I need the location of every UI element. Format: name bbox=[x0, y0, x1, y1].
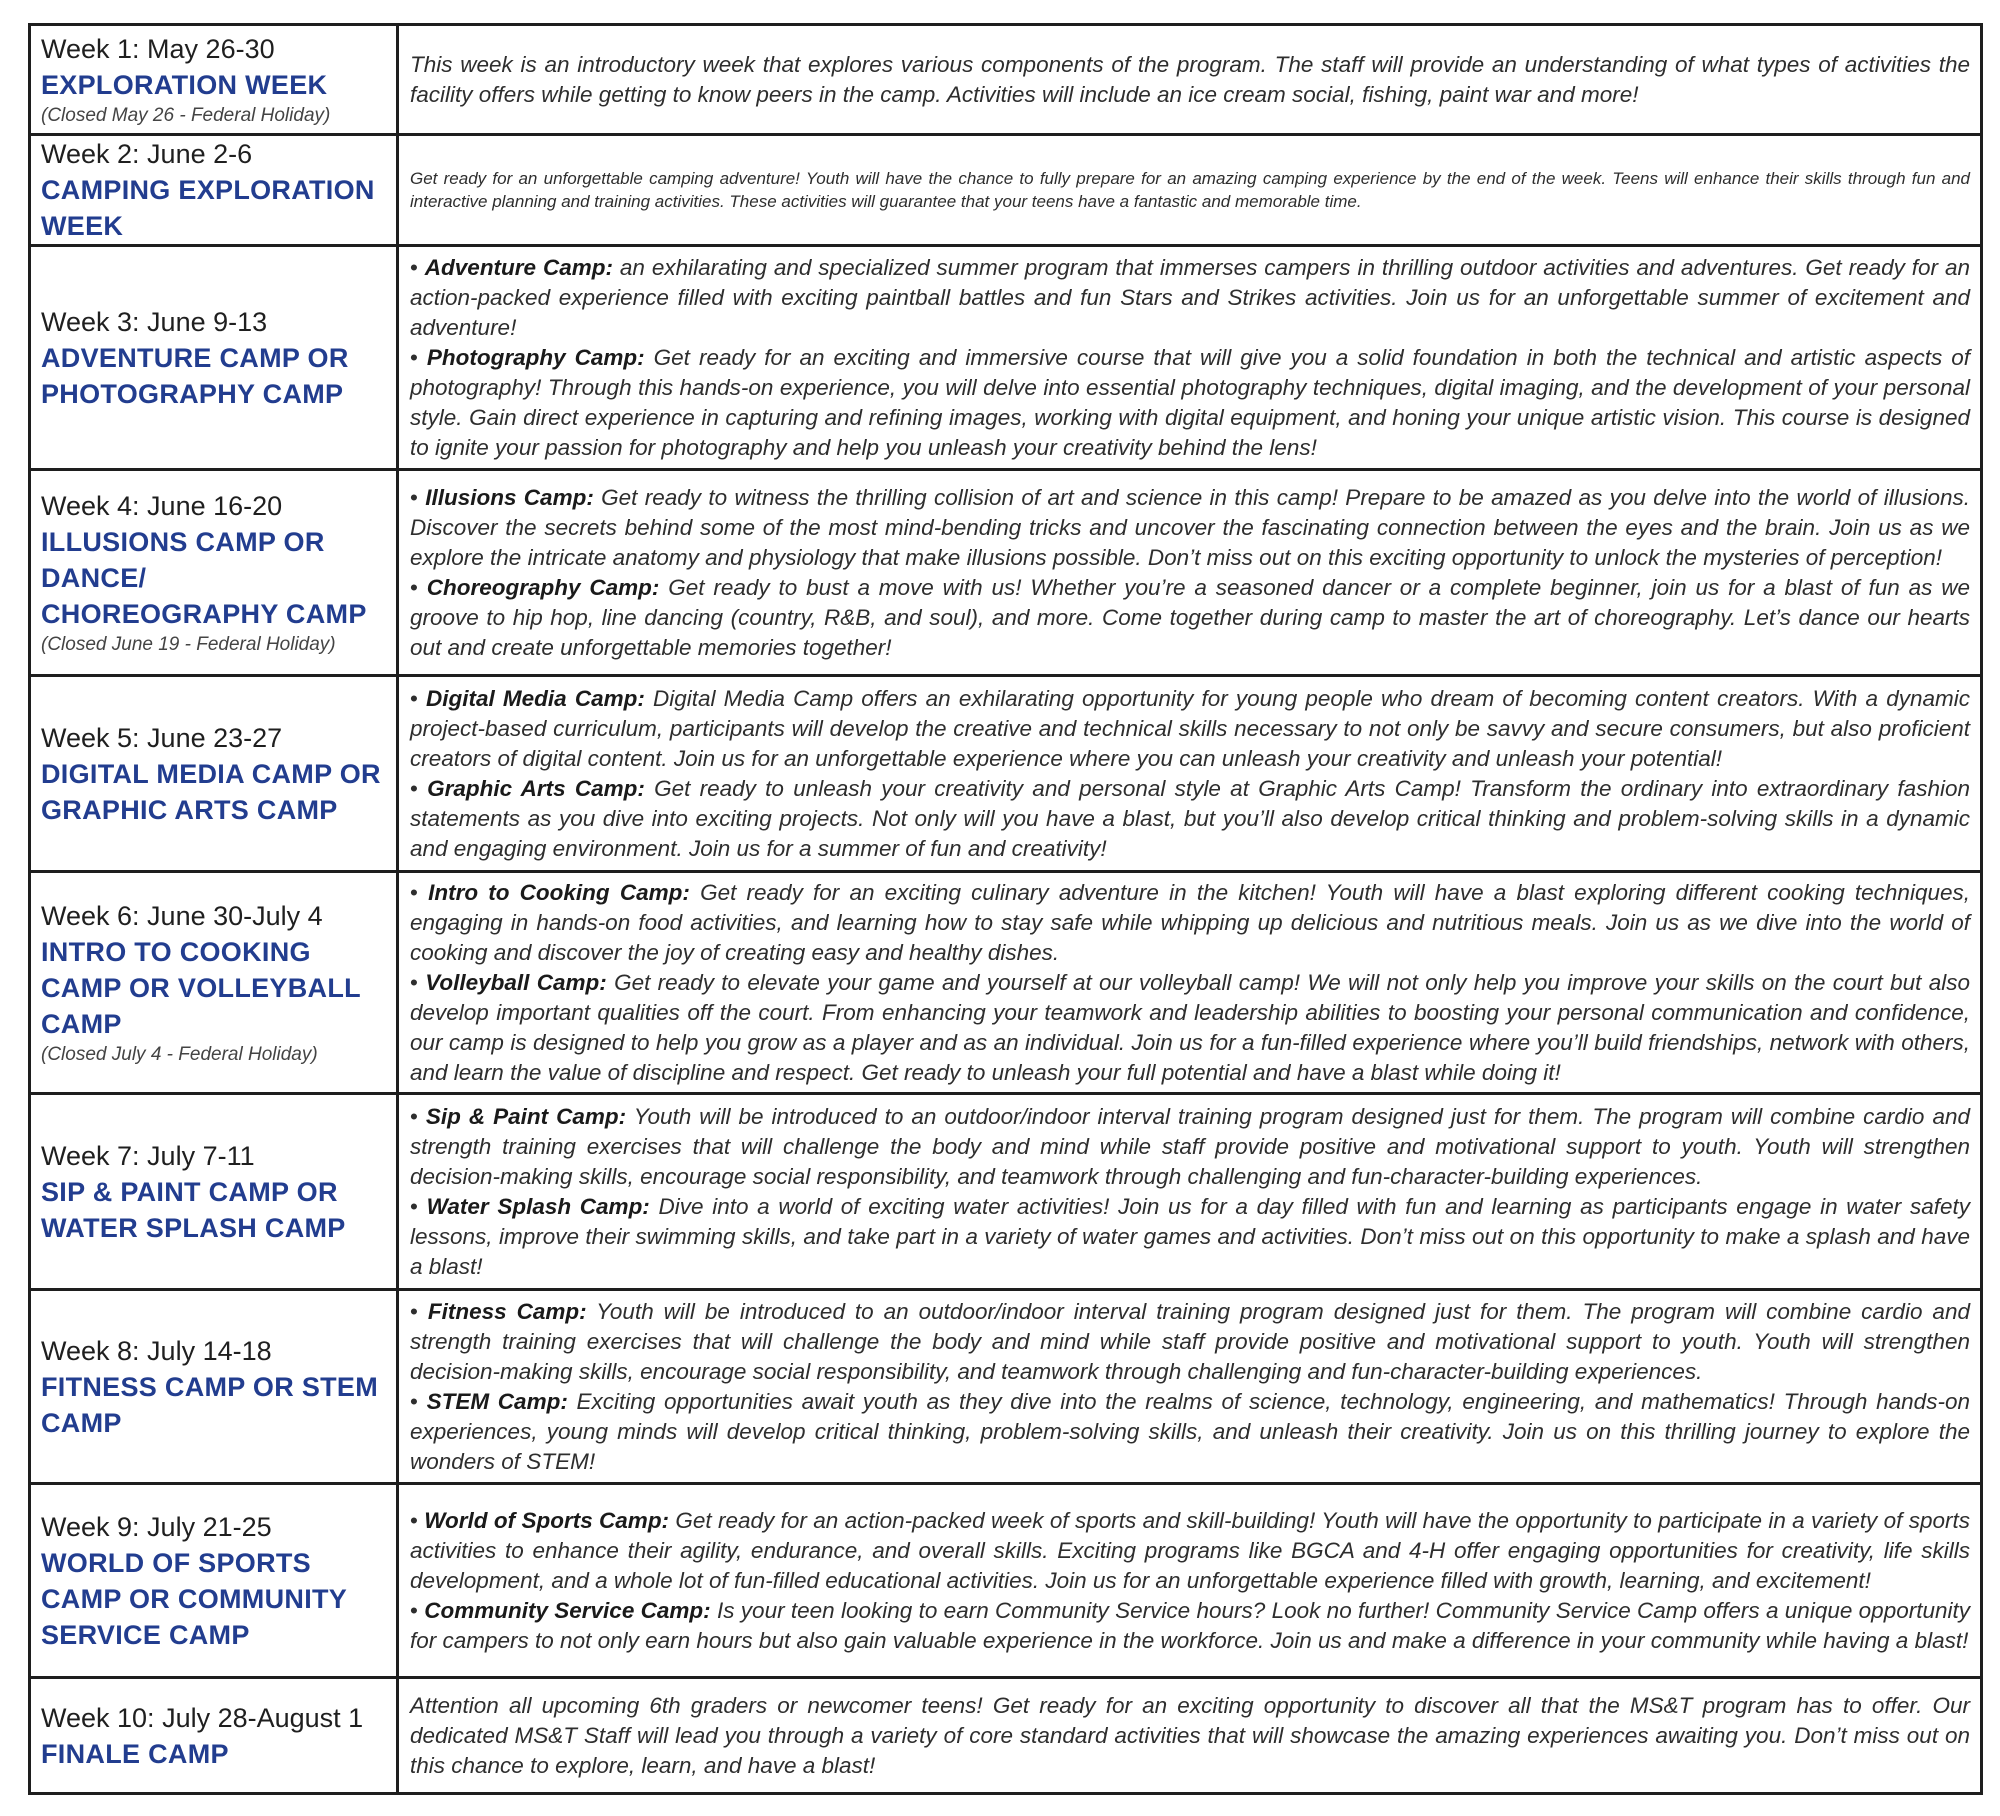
camp-option-name: Digital Media Camp: bbox=[426, 685, 645, 711]
camp-option-name: Graphic Arts Camp: bbox=[427, 775, 645, 801]
week-camp-name: ILLUSIONS CAMP OR DANCE/ CHOREOGRAPHY CAMP bbox=[41, 526, 367, 629]
week-header-cell bbox=[30, 1678, 398, 1794]
week-row bbox=[30, 872, 1982, 1094]
week-header-cell bbox=[30, 872, 398, 1094]
week-camp-name: DIGITAL MEDIA CAMP OR GRAPHIC ARTS CAMP bbox=[41, 758, 381, 825]
week-header-cell bbox=[30, 1290, 398, 1484]
week-row bbox=[30, 1484, 1982, 1678]
bullet-icon: • bbox=[410, 969, 426, 995]
week-closure-note: (Closed May 26 - Federal Holiday) bbox=[41, 104, 331, 126]
camp-option-name: World of Sports Camp: bbox=[424, 1507, 670, 1533]
week-camp-name: CAMPING EXPLORATION WEEK bbox=[41, 175, 375, 241]
week-description-cell bbox=[398, 872, 1982, 1094]
week-dates: Week 10: July 28-August 1 bbox=[41, 1702, 364, 1733]
camp-option-name: Adventure Camp: bbox=[424, 254, 613, 280]
camp-option-name: STEM Camp: bbox=[426, 1388, 568, 1414]
week-row bbox=[30, 25, 1982, 135]
week-dates: Week 3: June 9-13 bbox=[41, 306, 268, 337]
week-closure-note: (Closed June 19 - Federal Holiday) bbox=[41, 633, 336, 655]
camp-option-name: Community Service Camp: bbox=[424, 1597, 711, 1623]
week-header-cell bbox=[30, 676, 398, 872]
camp-option-description: Get ready to elevate your game and yourself at our volleyball camp! We will not only help you improve your skills on the court but also develop important qualities off the court. From enhancing your teamwork and leadership abilities to boosting your personal communication and confidence, our camp is designed to help you grow as a player and as an individual. Join us for a fun-filled experience where you’ll build friendships, network with others, and learn the value of discipline and respect. Get ready to unleash your full potential and have a blast while doing it! bbox=[410, 969, 1970, 1085]
camp-option bbox=[410, 1596, 1970, 1656]
week-dates: Week 4: June 16-20 bbox=[41, 490, 283, 521]
week-dates: Week 7: July 7-11 bbox=[41, 1140, 255, 1171]
camp-option-name: Fitness Camp: bbox=[427, 1298, 587, 1324]
bullet-icon: • bbox=[410, 484, 426, 510]
camp-option bbox=[410, 968, 1970, 1088]
week-row bbox=[30, 1094, 1982, 1290]
week-header-cell bbox=[30, 135, 398, 246]
week-row bbox=[30, 135, 1982, 246]
week-description-cell bbox=[398, 25, 1982, 135]
week-header-cell bbox=[30, 246, 398, 470]
camp-option bbox=[410, 1506, 1970, 1596]
camp-option-description: Exciting opportunities await youth as they dive into the realms of science, technology, engineering, and mathematics! Through hands-on experiences, young minds will develop critical thinking, problem-solving skills, and unleash their creativity. Join us on this thrilling journey to explore the wonders of STEM! bbox=[410, 1388, 1970, 1474]
week-camp-name: FITNESS CAMP OR STEM CAMP bbox=[41, 1371, 379, 1438]
camp-option-description: Dive into a world of exciting water activities! Join us for a day filled with fun and learning as participants engage in water safety lessons, improve their swimming skills, and take part in a variety of water games and activities. Don’t miss out on this opportunity to make a splash and have a blast! bbox=[410, 1193, 1970, 1279]
bullet-icon: • bbox=[410, 344, 427, 370]
camp-option bbox=[410, 1102, 1970, 1192]
camp-option bbox=[410, 343, 1970, 463]
camp-option-description: Get ready for an exciting culinary adventure in the kitchen! Youth will have a blast exploring different cooking techniques, engaging in hands-on food activities, and learning how to stay safe while whipping up delicious and nutritious meals. Join us as we dive into the world of cooking and discover the joy of creating easy and healthy dishes. bbox=[410, 879, 1970, 965]
bullet-icon: • bbox=[410, 1103, 426, 1129]
camp-option-description: Get ready for an action-packed week of sports and skill-building! Youth will have the opportunity to participate in a variety of sports activities to enhance their agility, endurance, and overall skills. Exciting programs like BGCA and 4-H offer engaging opportunities for creativity, life skills development, and a whole lot of fun-filled educational activities. Join us for an unforgettable experience filled with growth, learning, and excitement! bbox=[410, 1507, 1970, 1593]
bullet-icon: • bbox=[410, 775, 428, 801]
camp-option-name: Choreography Camp: bbox=[426, 574, 660, 600]
camp-option bbox=[410, 1192, 1970, 1282]
week-dates: Week 9: July 21-25 bbox=[41, 1511, 272, 1542]
week-camp-name: WORLD OF SPORTS CAMP OR COMMUNITY SERVICE CAMP bbox=[41, 1547, 347, 1650]
week-camp-name: ADVENTURE CAMP OR PHOTOGRAPHY CAMP bbox=[41, 342, 349, 409]
bullet-icon: • bbox=[410, 685, 427, 711]
week-description-cell bbox=[398, 676, 1982, 872]
camp-option bbox=[410, 573, 1970, 663]
week-row bbox=[30, 470, 1982, 676]
bullet-icon: • bbox=[410, 1298, 428, 1324]
camp-option-name: Illusions Camp: bbox=[425, 484, 594, 510]
camp-option-name: Intro to Cooking Camp: bbox=[428, 879, 690, 905]
bullet-icon: • bbox=[410, 1193, 427, 1219]
week-description-cell bbox=[398, 1484, 1982, 1678]
week-description-cell bbox=[398, 1094, 1982, 1290]
camp-option bbox=[410, 1387, 1970, 1477]
camp-option bbox=[410, 253, 1970, 343]
camp-option bbox=[410, 774, 1970, 864]
week-header-cell bbox=[30, 1094, 398, 1290]
week-camp-name: INTRO TO COOKING CAMP OR VOLLEYBALL CAMP bbox=[41, 936, 361, 1039]
week-description-cell bbox=[398, 1290, 1982, 1484]
schedule-body bbox=[30, 25, 1982, 1794]
camp-option bbox=[410, 878, 1970, 968]
week-description-cell bbox=[398, 1678, 1982, 1794]
camp-option-description: Get ready to bust a move with us! Whether you’re a seasoned dancer or a complete beginner, join us for a blast of fun as we groove to hip hop, line dancing (country, R&B, and soul), and more. Come together during camp to master the art of choreography. Let’s dance our hearts out and create unforgettable memories together! bbox=[410, 574, 1970, 660]
week-closure-note: (Closed July 4 - Federal Holiday) bbox=[41, 1043, 318, 1065]
week-description: Get ready for an unforgettable camping adventure! Youth will have the chance to fully prepare for an amazing camping experience by the end of the week. Teens will enhance their skills through fun and interactive planning and training activities. These activities will guarantee that your teens have a fantastic and memorable time. bbox=[410, 168, 1970, 211]
week-camp-name: SIP & PAINT CAMP OR WATER SPLASH CAMP bbox=[41, 1176, 346, 1243]
camp-option-description: Youth will be introduced to an outdoor/indoor interval training program designed just for them. The program will combine cardio and strength training exercises that will challenge the body and mind while staff provide positive and motivational support to youth. Youth will strengthen decision-making skills, encourage social responsibility, and teamwork through challenging and fun-character-building experiences. bbox=[410, 1298, 1970, 1384]
week-description-cell bbox=[398, 246, 1982, 470]
camp-option-name: Sip & Paint Camp: bbox=[425, 1103, 627, 1129]
camp-option-description: Get ready to unleash your creativity and personal style at Graphic Arts Camp! Transform the ordinary into extraordinary fashion statements as you dive into exciting projects. Not only will you have a blast, but you’ll also develop critical thinking and problem-solving skills in a dynamic and engaging environment. Join us for a summer of fun and creativity! bbox=[410, 775, 1970, 861]
bullet-icon: • bbox=[410, 254, 425, 280]
bullet-icon: • bbox=[410, 1507, 425, 1533]
bullet-icon: • bbox=[410, 879, 429, 905]
camp-option bbox=[410, 684, 1970, 774]
week-description: This week is an introductory week that explores various components of the program. The staff will provide an understanding of what types of activities the facility offers while getting to know peers in the camp. Activities will include an ice cream social, fishing, paint war and more! bbox=[410, 51, 1970, 107]
camp-schedule-table bbox=[28, 23, 1983, 1795]
week-description: Attention all upcoming 6th graders or newcomer teens! Get ready for an exciting opportunity to discover all that the MS&T program has to offer. Our dedicated MS&T Staff will lead you through a variety of core standard activities that will showcase the amazing experiences awaiting you. Don’t miss out on this chance to explore, learn, and have a blast! bbox=[410, 1692, 1970, 1778]
week-dates: Week 8: July 14-18 bbox=[41, 1335, 272, 1366]
bullet-icon: • bbox=[410, 1597, 425, 1623]
bullet-icon: • bbox=[410, 1388, 427, 1414]
camp-option-name: Volleyball Camp: bbox=[425, 969, 607, 995]
week-row bbox=[30, 1678, 1982, 1794]
camp-option-name: Photography Camp: bbox=[426, 344, 645, 370]
camp-option-description: Get ready for an exciting and immersive course that will give you a solid foundation in both the technical and artistic aspects of photography! Through this hands-on experience, you will delve into essential photography techniques, digital imaging, and the development of your personal style. Gain direct experience in capturing and refining images, working with digital equipment, and honing your unique artistic vision. This course is designed to ignite your passion for photography and help you unleash your creativity behind the lens! bbox=[410, 344, 1970, 460]
week-row bbox=[30, 676, 1982, 872]
camp-option-description: an exhilarating and specialized summer program that immerses campers in thrilling outdoor activities and adventures. Get ready for an action-packed experience filled with exciting paintball battles and fun Stars and Strikes activities. Join us for an unforgettable summer of excitement and adventure! bbox=[410, 254, 1970, 340]
week-header-cell bbox=[30, 470, 398, 676]
week-dates: Week 1: May 26-30 bbox=[41, 33, 275, 64]
week-row bbox=[30, 1290, 1982, 1484]
week-row bbox=[30, 246, 1982, 470]
camp-option-description: Youth will be introduced to an outdoor/indoor interval training program designed just for them. The program will combine cardio and strength training exercises that will challenge the body and mind while staff provide positive and motivational support to youth. Youth will strengthen decision-making skills, encourage social responsibility, and teamwork through challenging and fun-character-building experiences. bbox=[410, 1103, 1970, 1189]
bullet-icon: • bbox=[410, 574, 427, 600]
week-header-cell bbox=[30, 25, 398, 135]
week-camp-name: EXPLORATION WEEK bbox=[41, 69, 328, 100]
week-dates: Week 5: June 23-27 bbox=[41, 722, 283, 753]
week-header-cell bbox=[30, 1484, 398, 1678]
camp-option-description: Is your teen looking to earn Community Service hours? Look no further! Community Service Camp offers a unique opportunity for campers to not only earn hours but also gain valuable experience in the workforce. Join us and make a difference in your community while having a blast! bbox=[410, 1597, 1970, 1653]
camp-option-description: Get ready to witness the thrilling collision of art and science in this camp! Prepare to be amazed as you delve into the world of illusions. Discover the secrets behind some of the most mind-bending tricks and uncover the fascinating connection between the eyes and the brain. Join us as we explore the intricate anatomy and physiology that make illusions possible. Don’t miss out on this exciting opportunity to unlock the mysteries of perception! bbox=[410, 484, 1970, 570]
week-description-cell bbox=[398, 470, 1982, 676]
week-dates: Week 6: June 30-July 4 bbox=[41, 900, 323, 931]
week-camp-name: FINALE CAMP bbox=[41, 1738, 229, 1769]
camp-option bbox=[410, 1297, 1970, 1387]
camp-option-description: Digital Media Camp offers an exhilarating opportunity for young people who dream of becoming content creators. With a dynamic project-based curriculum, participants will develop the creative and technical skills necessary to not only be savvy and secure consumers, but also proficient creators of digital content. Join us for an unforgettable experience where you can unleash your creativity and unleash your potential! bbox=[410, 685, 1970, 771]
camp-option bbox=[410, 483, 1970, 573]
week-description-cell bbox=[398, 135, 1982, 246]
week-dates: Week 2: June 2-6 bbox=[41, 139, 253, 169]
camp-option-name: Water Splash Camp: bbox=[426, 1193, 650, 1219]
